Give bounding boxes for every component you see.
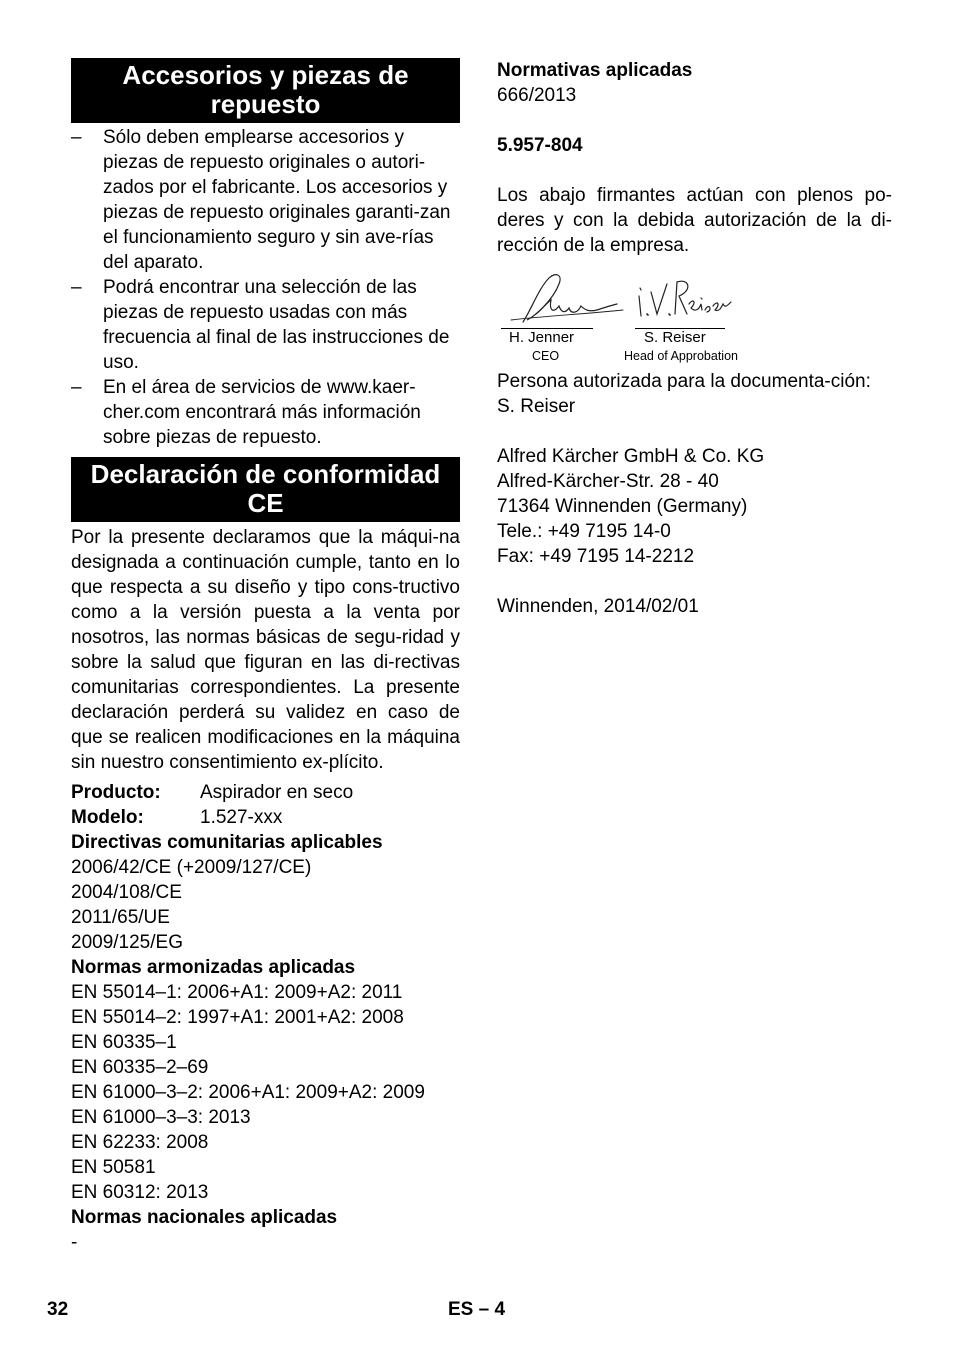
product-label: Producto: (71, 782, 161, 803)
harmonized-item: EN 60335–2–69 (71, 1057, 209, 1078)
harmonized-item: EN 61000–3–2: 2006+A1: 2009+A2: 2009 (71, 1082, 425, 1103)
directive-item: 2006/42/CE (+2009/127/CE) (71, 857, 312, 878)
model-label: Modelo: (71, 807, 144, 828)
model-value: 1.527-xxx (200, 807, 283, 828)
section-page-label (448, 1298, 505, 1322)
list-item (71, 275, 460, 375)
national-heading: Normas nacionales aplicadas (71, 1207, 338, 1228)
harmonized-item: EN 60335–1 (71, 1032, 177, 1053)
national-value: - (71, 1232, 78, 1253)
product-value: Aspirador en seco (200, 782, 354, 803)
model-row (71, 805, 460, 830)
conformity-intro: Por la presente declaramos que la máqui-na designada a continuación cumple, tanto en lo que respecta a su diseño y tipo cons-tructivo como a la versión puesta a la venta por nosotros, las normas básicas de segu-ridad y sobre la salud que figuran en las di-rectivas comunitarias correspondientes. La presente declaración perderá su validez en caso de que se realicen modificaciones en la máquina sin nuestro consentimiento ex-plícito. (71, 527, 460, 773)
applied-value: 666/2013 (497, 85, 577, 106)
company-line: 71364 Winnenden (Germany) (497, 496, 748, 517)
accessories-list (71, 125, 460, 450)
section-page: 4 (494, 1299, 506, 1320)
signature-jenner (505, 270, 625, 330)
signer2-name: S. Reiser (644, 329, 706, 346)
list-item-text: En el área de servicios de www.kaer-cher.com encontrará más información sobre piezas de repuesto. (103, 377, 421, 448)
directive-item: 2009/125/EG (71, 932, 183, 953)
list-item-text: Sólo deben emplearse accesorios y piezas de repuesto originales o autori-zados por el fabricante. Los accesorios y piezas de repuesto originales garanti-zan el funcionamiento seguro y sin ave-rías del aparato. (103, 127, 451, 273)
signature-reiser (633, 274, 733, 324)
left-column (71, 58, 460, 1255)
document-number: 5.957-804 (497, 135, 583, 156)
signer1-name: H. Jenner (509, 329, 575, 346)
harmonized-item: EN 62233: 2008 (71, 1132, 209, 1153)
signatories-text: Los abajo firmantes actúan con plenos po-deres y con la debida autorización de la di-rección de la empresa. (497, 185, 892, 256)
harmonized-item: EN 61000–3–3: 2013 (71, 1107, 251, 1128)
section-separator: – (478, 1299, 490, 1320)
directive-item: 2011/65/UE (71, 907, 170, 928)
directive-item: 2004/108/CE (71, 882, 182, 903)
applied-heading: Normativas aplicadas (497, 60, 693, 81)
company-line: Fax: +49 7195 14-2212 (497, 546, 695, 567)
list-item-text: Podrá encontrar una selección de las piezas de repuesto usadas con más frecuencia al final de las instrucciones de uso. (103, 277, 450, 373)
section-code: ES (448, 1299, 474, 1320)
right-column (497, 58, 892, 619)
dash-marker: – (71, 127, 82, 148)
signer2-role: Head of Approbation (624, 349, 738, 363)
list-item (71, 375, 460, 450)
harmonized-item: EN 55014–1: 2006+A1: 2009+A2: 2011 (71, 982, 403, 1003)
harmonized-item: EN 55014–2: 1997+A1: 2001+A2: 2008 (71, 1007, 404, 1028)
conformity-heading: Declaración de conformidad CE (71, 457, 460, 522)
company-line: Tele.: +49 7195 14-0 (497, 521, 671, 542)
page-number: 32 (47, 1299, 69, 1320)
harmonized-heading: Normas armonizadas aplicadas (71, 957, 356, 978)
signature-block (497, 270, 892, 366)
harmonized-item: EN 60312: 2013 (71, 1182, 209, 1203)
signer1-role: CEO (532, 349, 560, 363)
list-item (71, 125, 460, 275)
product-row (71, 780, 460, 805)
authorized-name: S. Reiser (497, 396, 576, 417)
place-date: Winnenden, 2014/02/01 (497, 596, 699, 617)
company-line: Alfred-Kärcher-Str. 28 - 40 (497, 471, 719, 492)
dash-marker: – (71, 277, 82, 298)
authorized-label: Persona autorizada para la documenta-ción: (497, 371, 871, 392)
accessories-heading: Accesorios y piezas de repuesto (71, 58, 460, 123)
harmonized-item: EN 50581 (71, 1157, 156, 1178)
directives-heading: Directivas comunitarias aplicables (71, 832, 383, 853)
company-line: Alfred Kärcher GmbH & Co. KG (497, 446, 765, 467)
dash-marker: – (71, 377, 82, 398)
